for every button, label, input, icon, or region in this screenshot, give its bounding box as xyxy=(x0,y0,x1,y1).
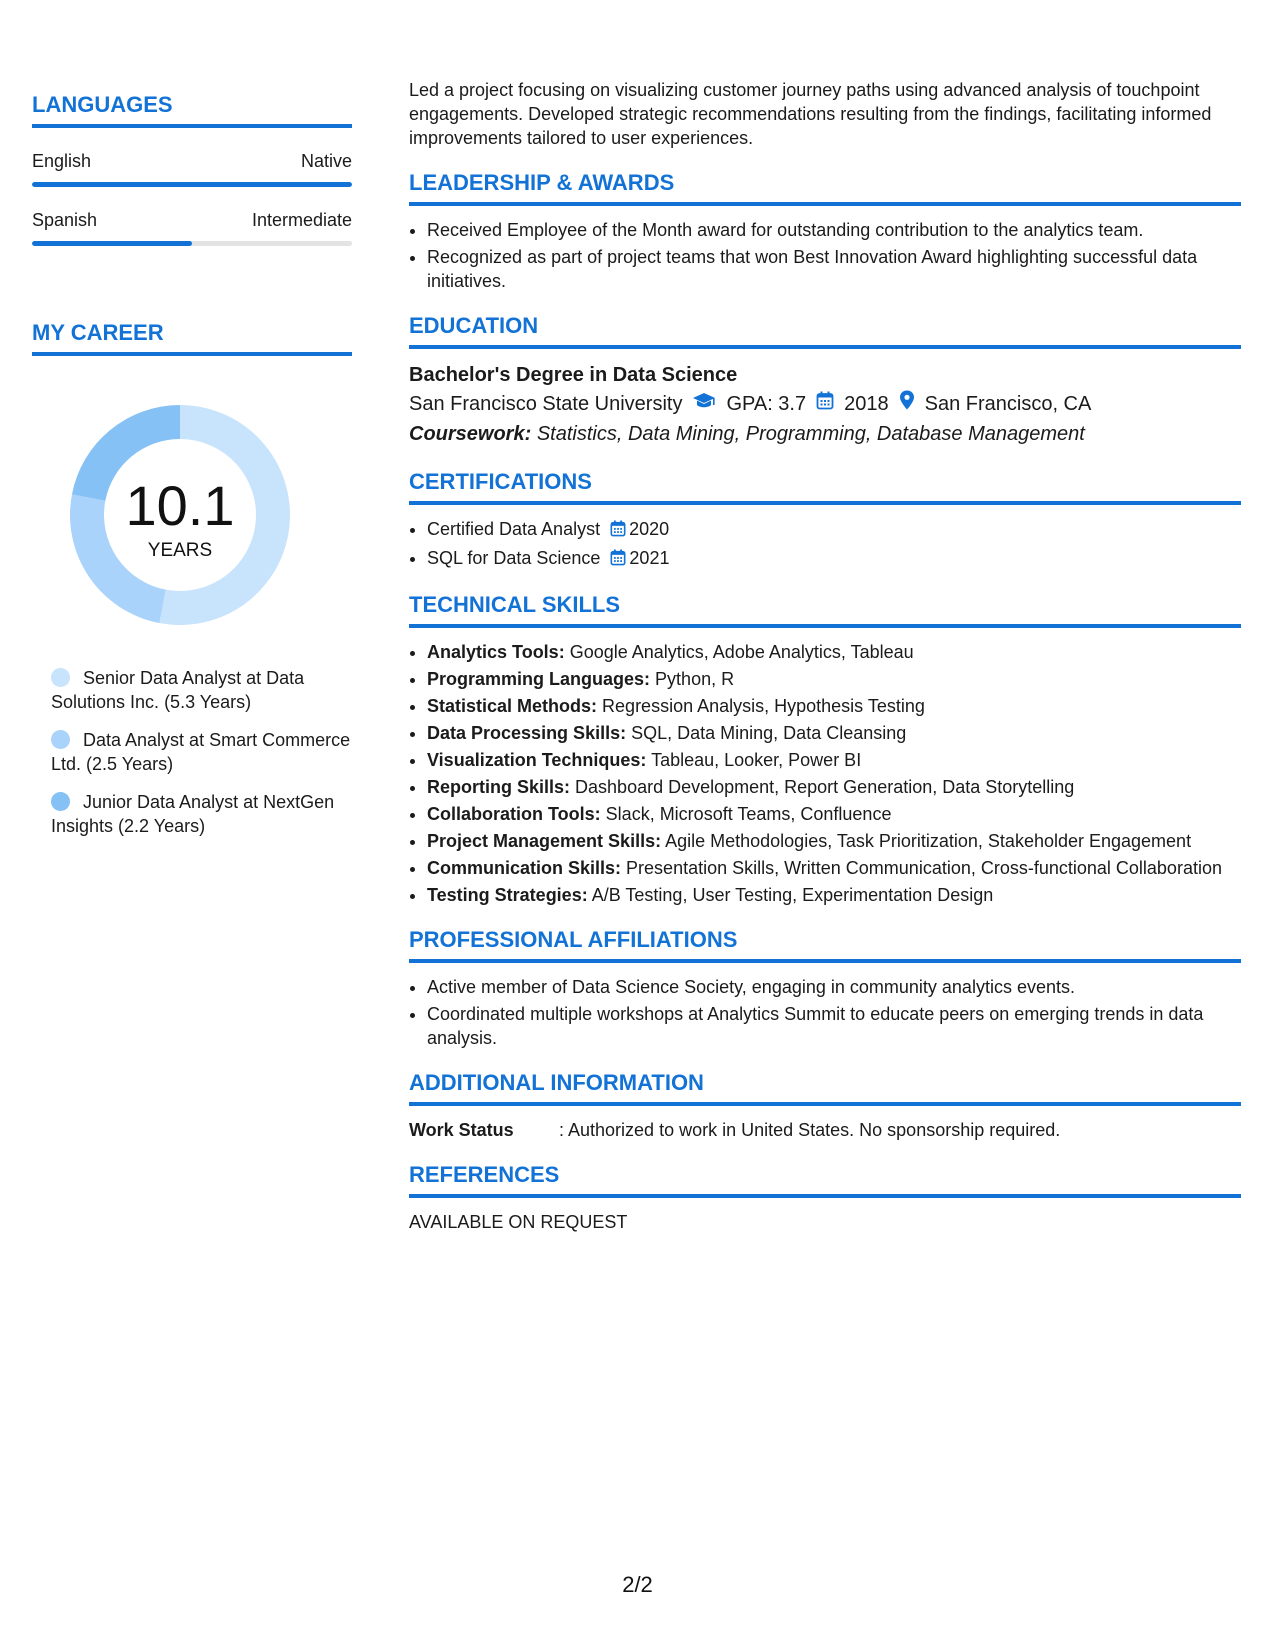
leadership-list xyxy=(409,218,1241,293)
certification-year: 2021 xyxy=(629,548,670,568)
language-proficiency-fill xyxy=(32,182,352,187)
work-status-value: : Authorized to work in United States. No sponsorship required. xyxy=(559,1120,1061,1140)
language-proficiency-fill xyxy=(32,241,192,246)
additional-info-heading: ADDITIONAL INFORMATION xyxy=(409,1070,1241,1106)
page-number: 2/2 xyxy=(622,1572,653,1597)
gpa: GPA: 3.7 xyxy=(726,393,807,415)
language-item xyxy=(32,150,352,187)
skill-item xyxy=(427,667,1241,691)
list-item: • Recognized as part of project teams that won Best Innovation Award highlighting successful data initiatives. xyxy=(427,245,1241,293)
skill-item xyxy=(427,802,1241,826)
coursework-label: Coursework: xyxy=(409,423,532,445)
career-legend xyxy=(51,666,351,838)
skill-value: A/B Testing, User Testing, Experimentation Design xyxy=(591,885,994,905)
references-heading: REFERENCES xyxy=(409,1162,1241,1198)
skill-value: Google Analytics, Adobe Analytics, Tableau xyxy=(569,642,914,662)
school-name: San Francisco State University xyxy=(409,393,683,415)
technical-skills-heading: TECHNICAL SKILLS xyxy=(409,592,1241,628)
language-item xyxy=(32,209,352,246)
leadership-heading: LEADERSHIP & AWARDS xyxy=(409,170,1241,206)
skill-value: Presentation Skills, Written Communication, Cross-functional Collaboration xyxy=(626,858,1222,878)
certifications-heading: CERTIFICATIONS xyxy=(409,469,1241,505)
graduation-year: 2018 xyxy=(844,393,889,415)
certification-name: Certified Data Analyst xyxy=(427,519,601,539)
language-level: Native xyxy=(300,151,352,171)
skill-value: Tableau, Looker, Power BI xyxy=(651,750,862,770)
certifications-list xyxy=(409,517,1241,572)
list-item xyxy=(427,546,1241,572)
affiliations-list xyxy=(409,975,1241,1050)
education-location: San Francisco, CA xyxy=(924,393,1092,415)
graduation-cap-icon xyxy=(692,389,716,419)
right-column xyxy=(409,78,1241,1234)
left-column xyxy=(32,92,352,852)
legend-label: Junior Data Analyst at NextGen Insights (2.2 Years) xyxy=(51,792,335,836)
language-proficiency-bar xyxy=(32,241,352,246)
skill-label: Reporting Skills: xyxy=(427,777,571,797)
legend-label: Senior Data Analyst at Data Solutions Inc. (5.3 Years) xyxy=(51,668,305,712)
career-total-years: 10.1 xyxy=(125,474,235,537)
skill-value: Regression Analysis, Hypothesis Testing xyxy=(602,696,925,716)
skill-label: Data Processing Skills: xyxy=(427,723,627,743)
skill-label: Visualization Techniques: xyxy=(427,750,647,770)
certification-year: 2020 xyxy=(629,519,670,539)
skill-item xyxy=(427,721,1241,745)
career-legend-item xyxy=(51,790,351,838)
skill-label: Project Management Skills: xyxy=(427,831,662,851)
language-level: Intermediate xyxy=(251,210,352,230)
coursework xyxy=(409,419,1241,449)
skill-item xyxy=(427,748,1241,772)
work-status-row xyxy=(409,1118,1241,1142)
skill-value: Slack, Microsoft Teams, Confluence xyxy=(605,804,892,824)
affiliations-heading: PROFESSIONAL AFFILIATIONS xyxy=(409,927,1241,963)
calendar-icon xyxy=(610,519,626,543)
references-text: AVAILABLE ON REQUEST xyxy=(409,1212,628,1232)
legend-dot xyxy=(51,730,70,749)
language-name: Spanish xyxy=(32,210,98,230)
languages-heading: LANGUAGES xyxy=(32,92,352,128)
legend-label: Data Analyst at Smart Commerce Ltd. (2.5 Years) xyxy=(51,730,351,774)
skill-item xyxy=(427,640,1241,664)
degree-title: Bachelor's Degree in Data Science xyxy=(409,364,738,386)
education-heading: EDUCATION xyxy=(409,313,1241,349)
list-item: • Received Employee of the Month award for outstanding contribution to the analytics team. xyxy=(427,218,1241,242)
coursework-list: Statistics, Data Mining, Programming, Database Management xyxy=(536,423,1085,445)
language-name: English xyxy=(32,151,92,171)
legend-dot xyxy=(51,792,70,811)
list-item xyxy=(427,517,1241,543)
career-legend-item xyxy=(51,728,351,776)
skill-value: Agile Methodologies, Task Prioritization, Stakeholder Engagement xyxy=(665,831,1192,851)
skill-item xyxy=(427,883,1241,907)
skill-item xyxy=(427,694,1241,718)
skill-label: Collaboration Tools: xyxy=(427,804,601,824)
skill-label: Testing Strategies: xyxy=(427,885,588,905)
skill-label: Statistical Methods: xyxy=(427,696,598,716)
skill-item xyxy=(427,856,1241,880)
list-item: • Active member of Data Science Society, engaging in community analytics events. xyxy=(427,975,1241,999)
skill-value: Python, R xyxy=(655,669,735,689)
work-status-label: Work Status xyxy=(409,1120,514,1140)
list-item: • Coordinated multiple workshops at Analytics Summit to educate peers on emerging trends in data analysis. xyxy=(427,1002,1241,1050)
technical-skills-list xyxy=(409,640,1241,907)
education-details xyxy=(409,389,1241,419)
location-pin-icon xyxy=(899,389,915,419)
career-heading: MY CAREER xyxy=(32,320,352,356)
skill-item xyxy=(427,775,1241,799)
career-total-unit: YEARS xyxy=(147,540,213,561)
education-entry xyxy=(409,361,1241,449)
skill-label: Communication Skills: xyxy=(427,858,622,878)
career-donut-chart xyxy=(65,400,295,630)
skill-value: Dashboard Development, Report Generation, Data Storytelling xyxy=(575,777,1075,797)
skill-label: Analytics Tools: xyxy=(427,642,565,662)
skill-item xyxy=(427,829,1241,853)
legend-dot xyxy=(51,668,70,687)
career-legend-item xyxy=(51,666,351,714)
calendar-icon xyxy=(610,548,626,572)
language-proficiency-bar xyxy=(32,182,352,187)
intro-paragraph: Led a project focusing on visualizing customer journey paths using advanced analysis of touchpoint engagements. Developed strategic recommendations resulting from the findings, facilitating informed improvements tailored to user experiences. xyxy=(409,80,1212,148)
certification-name: SQL for Data Science xyxy=(427,548,601,568)
skill-label: Programming Languages: xyxy=(427,669,651,689)
career-total-label xyxy=(65,400,295,630)
skill-value: SQL, Data Mining, Data Cleansing xyxy=(631,723,907,743)
calendar-icon xyxy=(816,389,834,419)
